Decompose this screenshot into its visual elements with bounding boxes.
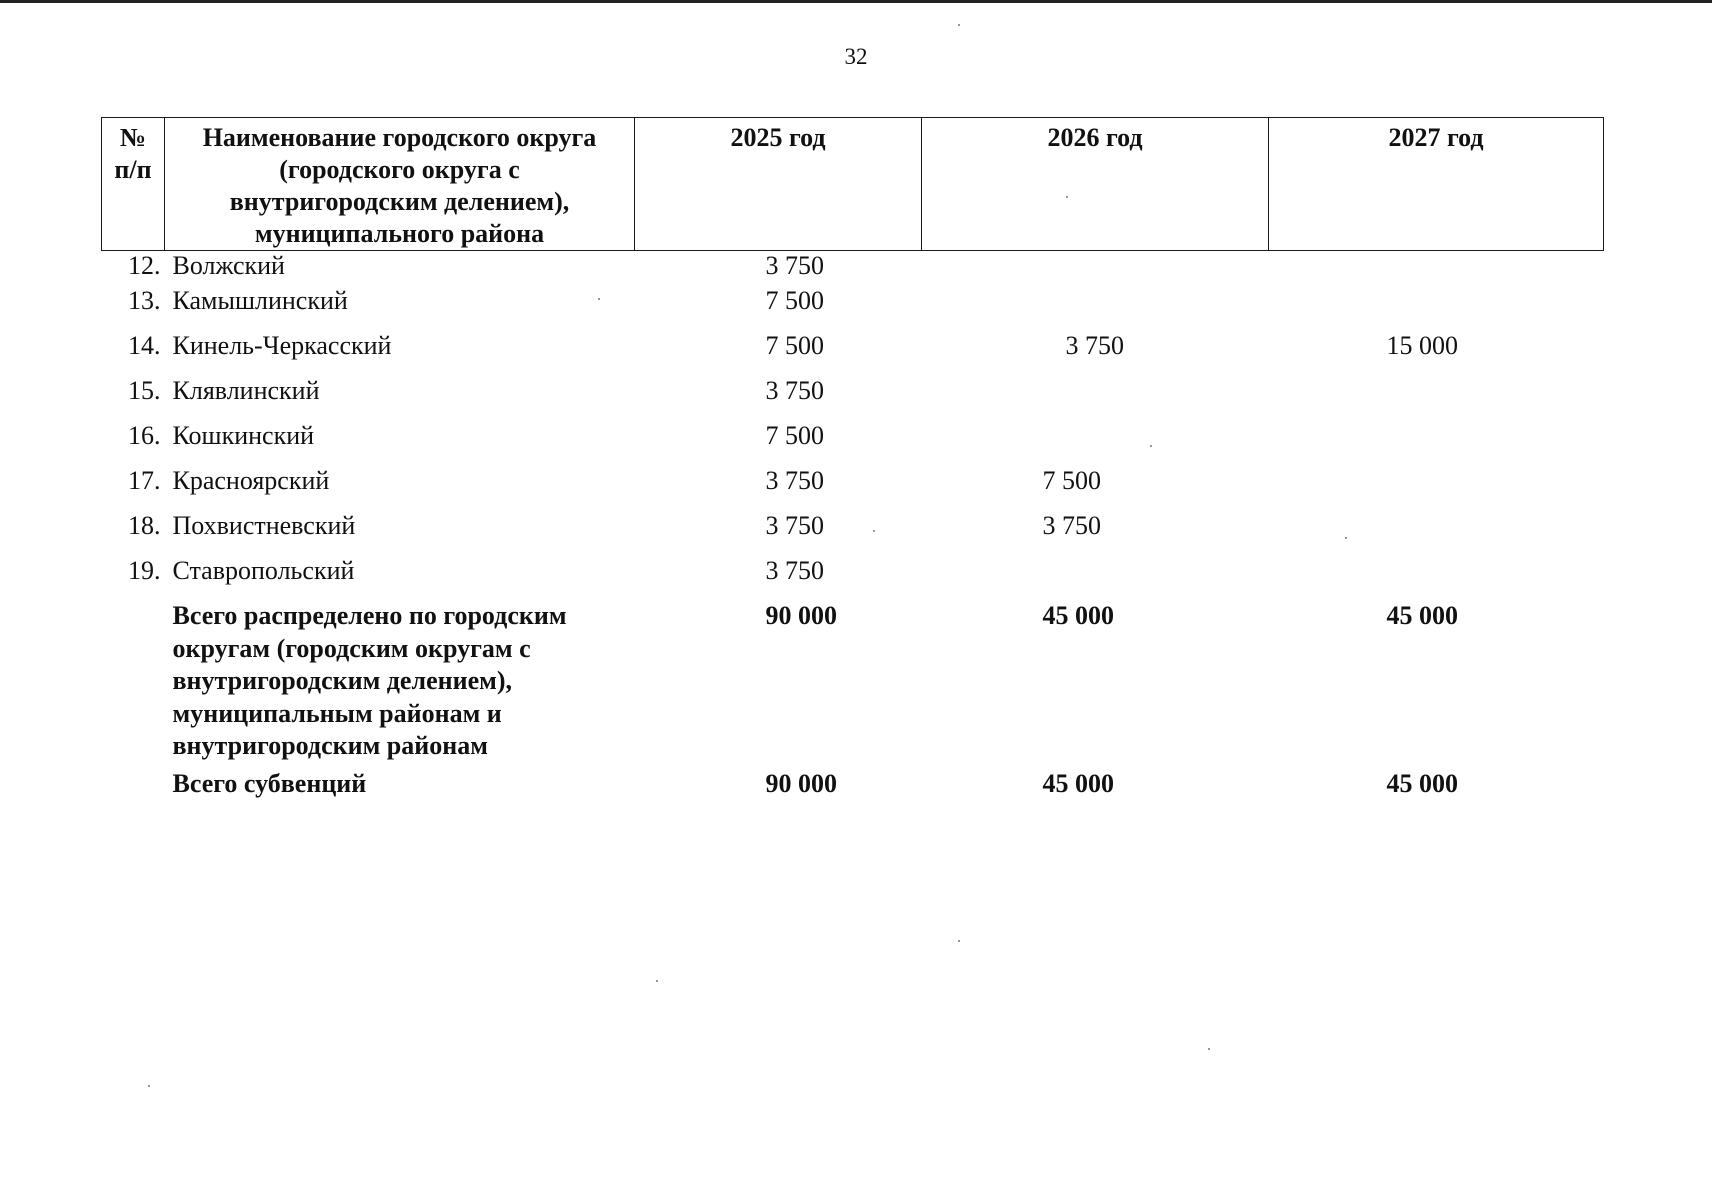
row-number: 16. (128, 421, 161, 450)
scan-speck (958, 940, 960, 942)
row-value-2027 (1269, 285, 1604, 330)
scan-speck (656, 980, 658, 982)
row-district-name: Клявлинский (172, 376, 320, 405)
row-value-2027 (1269, 465, 1604, 510)
table-row (102, 420, 1604, 465)
total-distributed-label: Всего распределено по городским округам (городским округам с внутригородским делением), муниципальным районам и внутригородским районам (172, 601, 567, 760)
row-number: 18. (128, 511, 161, 540)
row-value-2025: 3 750 (765, 466, 824, 495)
scan-speck (598, 298, 600, 300)
row-number: 17. (128, 466, 161, 495)
table-row (102, 330, 1604, 375)
row-value-2025: 3 750 (765, 511, 824, 540)
total-subventions-2025: 90 000 (765, 769, 837, 798)
row-district-name: Красноярский (172, 466, 330, 495)
header-number: № п/п (102, 118, 165, 251)
table-row (102, 375, 1604, 420)
row-value-2025: 7 500 (765, 331, 824, 360)
row-value-2026: 3 750 (1065, 331, 1124, 360)
row-value-2025: 7 500 (765, 421, 824, 450)
total-distributed-2027: 45 000 (1386, 601, 1458, 630)
row-value-2026 (922, 420, 1269, 465)
total-subventions-label: Всего субвенций (172, 769, 367, 798)
row-value-2025: 3 750 (765, 251, 824, 280)
table-row (102, 465, 1604, 510)
table-row (102, 555, 1604, 600)
header-year-2025: 2025 год (635, 118, 922, 251)
row-value-2025: 7 500 (765, 286, 824, 315)
row-value-2026 (922, 375, 1269, 420)
row-district-name: Похвистневский (172, 511, 356, 540)
row-value-2026 (922, 555, 1269, 600)
table-header-row (102, 118, 1604, 251)
row-number: 19. (128, 556, 161, 585)
total-subventions-2027: 45 000 (1386, 769, 1458, 798)
row-district-name: Камышлинский (172, 286, 348, 315)
row-value-2026: 3 750 (1042, 511, 1101, 540)
scan-speck (1066, 196, 1068, 198)
row-value-2025: 3 750 (765, 376, 824, 405)
row-number: 13. (128, 286, 161, 315)
row-number: 12. (128, 251, 161, 280)
header-district-name: Наименование городского округа (городского округа с внутригородским делением), муниципального района (165, 118, 635, 251)
row-value-2027 (1269, 555, 1604, 600)
total-subventions-2026: 45 000 (1042, 769, 1114, 798)
header-year-2026: 2026 год (922, 118, 1269, 251)
scan-speck (148, 1085, 150, 1087)
table-row (102, 285, 1604, 330)
allocation-table (101, 117, 1604, 808)
row-value-2026: 7 500 (1042, 466, 1101, 495)
scan-speck (1345, 537, 1347, 539)
row-value-2026 (922, 251, 1269, 286)
total-distributed-2026: 45 000 (1042, 601, 1114, 630)
row-value-2027 (1269, 510, 1604, 555)
table-row (102, 510, 1604, 555)
total-number-cell (102, 600, 165, 768)
header-year-2027: 2027 год (1269, 118, 1604, 251)
row-number: 14. (128, 331, 161, 360)
scan-speck (1150, 445, 1152, 447)
total-subventions-row (102, 768, 1604, 808)
table-row (102, 251, 1604, 286)
scan-speck (873, 530, 875, 532)
row-value-2027 (1269, 420, 1604, 465)
row-value-2026 (922, 285, 1269, 330)
total-distributed-row (102, 600, 1604, 768)
row-value-2027 (1269, 251, 1604, 286)
scan-speck (1208, 1048, 1210, 1050)
row-district-name: Волжский (172, 251, 285, 280)
row-district-name: Ставропольский (172, 556, 355, 585)
row-number: 15. (128, 376, 161, 405)
total-distributed-2025: 90 000 (765, 601, 837, 630)
row-district-name: Кинель-Черкасский (172, 331, 392, 360)
row-district-name: Кошкинский (172, 421, 315, 450)
total-number-cell (102, 768, 165, 808)
scan-top-edge (0, 0, 1712, 3)
row-value-2027: 15 000 (1386, 331, 1458, 360)
row-value-2025: 3 750 (765, 556, 824, 585)
row-value-2027 (1269, 375, 1604, 420)
page-number: 32 (844, 44, 868, 69)
scan-speck (958, 24, 960, 26)
